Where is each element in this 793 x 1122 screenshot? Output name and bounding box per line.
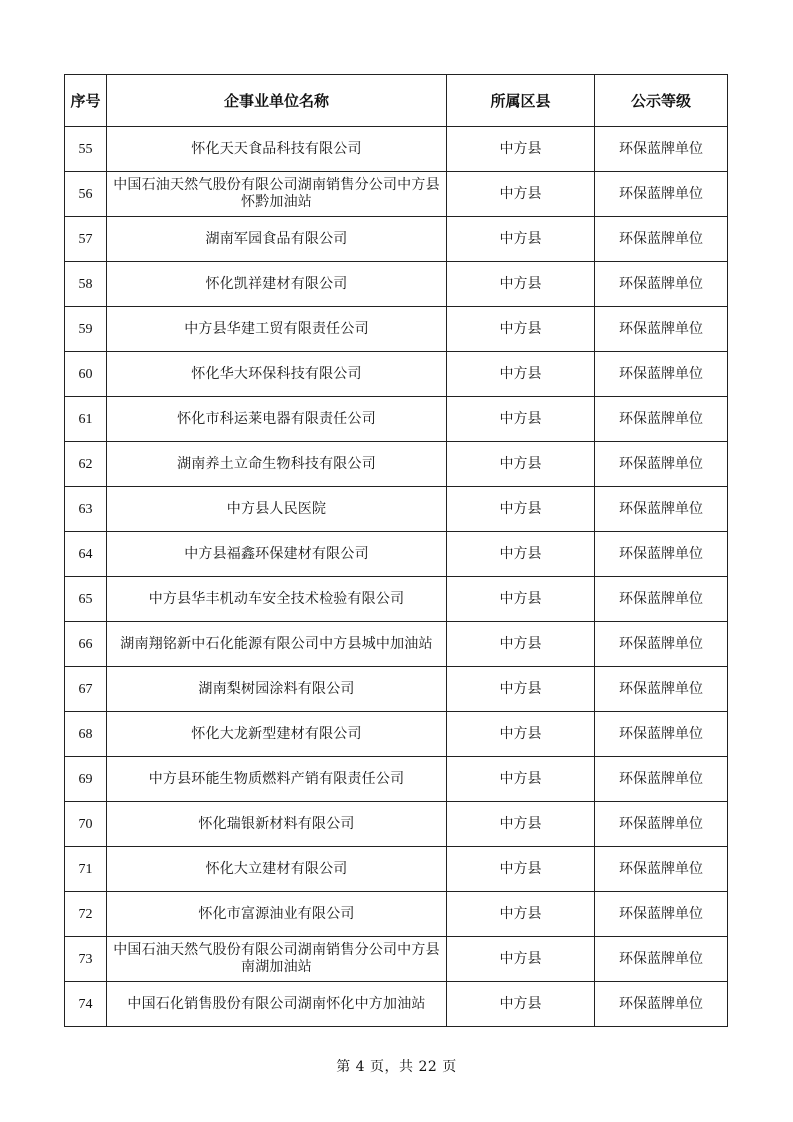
row-enterprise-name: 怀化华大环保科技有限公司 [107, 352, 447, 397]
row-grade: 环保蓝牌单位 [595, 577, 728, 622]
row-grade: 环保蓝牌单位 [595, 802, 728, 847]
row-number: 63 [65, 487, 107, 532]
row-number: 73 [65, 937, 107, 982]
row-number: 58 [65, 262, 107, 307]
header-name: 企事业单位名称 [107, 75, 447, 127]
row-enterprise-name: 怀化凯祥建材有限公司 [107, 262, 447, 307]
row-county: 中方县 [447, 982, 595, 1027]
row-grade: 环保蓝牌单位 [595, 757, 728, 802]
table-row [65, 172, 728, 217]
table-row [65, 577, 728, 622]
row-number: 55 [65, 127, 107, 172]
row-grade: 环保蓝牌单位 [595, 622, 728, 667]
header-no: 序号 [65, 75, 107, 127]
row-county: 中方县 [447, 937, 595, 982]
table-row [65, 982, 728, 1027]
table-row [65, 802, 728, 847]
row-number: 57 [65, 217, 107, 262]
table-row [65, 667, 728, 712]
row-grade: 环保蓝牌单位 [595, 712, 728, 757]
row-enterprise-name: 湖南养土立命生物科技有限公司 [107, 442, 447, 487]
row-number: 68 [65, 712, 107, 757]
row-number: 70 [65, 802, 107, 847]
row-grade: 环保蓝牌单位 [595, 397, 728, 442]
table-row [65, 712, 728, 757]
row-grade: 环保蓝牌单位 [595, 127, 728, 172]
page-number-label: 第 4 页，共 22 页 [336, 1059, 457, 1075]
table-row [65, 397, 728, 442]
row-enterprise-name: 湖南梨树园涂料有限公司 [107, 667, 447, 712]
row-county: 中方县 [447, 622, 595, 667]
row-county: 中方县 [447, 847, 595, 892]
row-county: 中方县 [447, 892, 595, 937]
table-row [65, 937, 728, 982]
row-grade: 环保蓝牌单位 [595, 487, 728, 532]
row-enterprise-name: 怀化市富源油业有限公司 [107, 892, 447, 937]
row-number: 59 [65, 307, 107, 352]
row-grade: 环保蓝牌单位 [595, 442, 728, 487]
row-number: 67 [65, 667, 107, 712]
row-number: 74 [65, 982, 107, 1027]
row-enterprise-name: 怀化瑞银新材料有限公司 [107, 802, 447, 847]
row-enterprise-name: 中方县环能生物质燃料产销有限责任公司 [107, 757, 447, 802]
row-grade: 环保蓝牌单位 [595, 262, 728, 307]
row-grade: 环保蓝牌单位 [595, 532, 728, 577]
row-county: 中方县 [447, 487, 595, 532]
table-row [65, 217, 728, 262]
row-grade: 环保蓝牌单位 [595, 307, 728, 352]
row-enterprise-name: 怀化市科运莱电器有限责任公司 [107, 397, 447, 442]
row-county: 中方县 [447, 667, 595, 712]
row-county: 中方县 [447, 397, 595, 442]
row-number: 61 [65, 397, 107, 442]
table-row [65, 262, 728, 307]
table-row [65, 847, 728, 892]
row-county: 中方县 [447, 127, 595, 172]
row-number: 56 [65, 172, 107, 217]
table-row [65, 127, 728, 172]
row-number: 66 [65, 622, 107, 667]
table-row [65, 892, 728, 937]
row-county: 中方县 [447, 352, 595, 397]
table-row [65, 532, 728, 577]
row-grade: 环保蓝牌单位 [595, 172, 728, 217]
row-grade: 环保蓝牌单位 [595, 937, 728, 982]
row-enterprise-name: 中方县人民医院 [107, 487, 447, 532]
row-number: 71 [65, 847, 107, 892]
row-enterprise-name: 中国石化销售股份有限公司湖南怀化中方加油站 [107, 982, 447, 1027]
row-county: 中方县 [447, 577, 595, 622]
row-enterprise-name: 怀化天天食品科技有限公司 [107, 127, 447, 172]
page-footer [0, 1056, 793, 1076]
table-row [65, 622, 728, 667]
row-grade: 环保蓝牌单位 [595, 352, 728, 397]
row-number: 60 [65, 352, 107, 397]
row-enterprise-name: 中方县福鑫环保建材有限公司 [107, 532, 447, 577]
row-grade: 环保蓝牌单位 [595, 847, 728, 892]
enterprise-table [64, 74, 728, 1027]
row-enterprise-name: 湖南军园食品有限公司 [107, 217, 447, 262]
row-enterprise-name: 怀化大龙新型建材有限公司 [107, 712, 447, 757]
row-county: 中方县 [447, 757, 595, 802]
row-county: 中方县 [447, 262, 595, 307]
row-county: 中方县 [447, 217, 595, 262]
header-grade: 公示等级 [595, 75, 728, 127]
row-enterprise-name: 怀化大立建材有限公司 [107, 847, 447, 892]
table-row [65, 442, 728, 487]
row-grade: 环保蓝牌单位 [595, 982, 728, 1027]
row-enterprise-name: 中国石油天然气股份有限公司湖南销售分公司中方县怀黔加油站 [107, 172, 447, 217]
row-number: 69 [65, 757, 107, 802]
row-grade: 环保蓝牌单位 [595, 217, 728, 262]
row-county: 中方县 [447, 307, 595, 352]
table-row [65, 307, 728, 352]
header-county: 所属区县 [447, 75, 595, 127]
table-row [65, 757, 728, 802]
row-number: 72 [65, 892, 107, 937]
row-county: 中方县 [447, 802, 595, 847]
row-grade: 环保蓝牌单位 [595, 667, 728, 712]
row-grade: 环保蓝牌单位 [595, 892, 728, 937]
row-enterprise-name: 中国石油天然气股份有限公司湖南销售分公司中方县南湖加油站 [107, 937, 447, 982]
row-number: 62 [65, 442, 107, 487]
row-county: 中方县 [447, 712, 595, 757]
table-header-row [65, 75, 728, 127]
row-enterprise-name: 湖南翔铭新中石化能源有限公司中方县城中加油站 [107, 622, 447, 667]
table-row [65, 352, 728, 397]
table-row [65, 487, 728, 532]
row-county: 中方县 [447, 172, 595, 217]
row-enterprise-name: 中方县华丰机动车安全技术检验有限公司 [107, 577, 447, 622]
row-county: 中方县 [447, 532, 595, 577]
row-county: 中方县 [447, 442, 595, 487]
row-number: 64 [65, 532, 107, 577]
row-number: 65 [65, 577, 107, 622]
table-body [65, 127, 728, 1027]
row-enterprise-name: 中方县华建工贸有限责任公司 [107, 307, 447, 352]
